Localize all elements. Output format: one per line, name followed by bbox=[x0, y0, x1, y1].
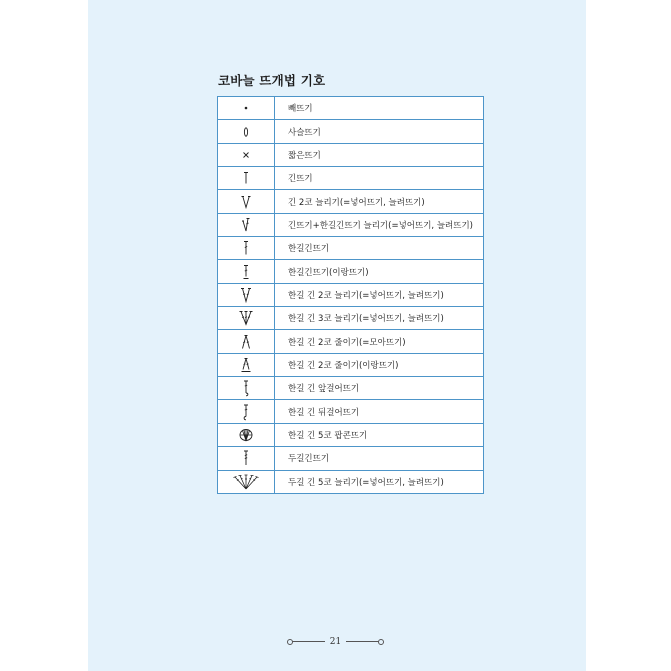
stitch-name: 한길 긴 뒤걸어뜨기 bbox=[275, 400, 484, 423]
double-2-increase-icon bbox=[218, 283, 275, 306]
stitch-name: 한길 긴 2코 늘리기(=넣어뜨기, 늘려뜨기) bbox=[275, 283, 484, 306]
double-crochet-icon bbox=[218, 237, 275, 260]
symbol-table bbox=[217, 96, 484, 494]
stitch-name: 긴뜨기 bbox=[275, 167, 484, 190]
treble-5-increase-fan-icon bbox=[218, 470, 275, 493]
stitch-name: 한길긴뜨기 bbox=[275, 237, 484, 260]
double-crochet-back-loop-icon bbox=[218, 260, 275, 283]
stitch-name: 한길 긴 5코 팝콘뜨기 bbox=[275, 423, 484, 446]
double-2-decrease-back-loop-icon bbox=[218, 353, 275, 376]
table-row bbox=[218, 237, 484, 260]
footer-ornament-right bbox=[346, 641, 380, 642]
back-post-double-icon bbox=[218, 400, 275, 423]
treble-crochet-icon bbox=[218, 447, 275, 470]
popcorn-5-icon bbox=[218, 423, 275, 446]
table-row bbox=[218, 213, 484, 236]
stitch-name: 빼뜨기 bbox=[275, 97, 484, 120]
stitch-name: 긴 2코 늘리기(=넣어뜨기, 늘려뜨기) bbox=[275, 190, 484, 213]
stitch-name: 한길 긴 2코 줄이기(=모아뜨기) bbox=[275, 330, 484, 353]
table-row bbox=[218, 167, 484, 190]
table-row bbox=[218, 143, 484, 166]
chain-stitch-oval-icon bbox=[218, 120, 275, 143]
table-row bbox=[218, 447, 484, 470]
double-2-decrease-icon bbox=[218, 330, 275, 353]
page-footer bbox=[0, 637, 671, 647]
table-row bbox=[218, 190, 484, 213]
table-row bbox=[218, 377, 484, 400]
table-row bbox=[218, 423, 484, 446]
stitch-name: 사슬뜨기 bbox=[275, 120, 484, 143]
long-2-increase-icon bbox=[218, 190, 275, 213]
single-crochet-x-icon bbox=[218, 143, 275, 166]
stitch-name: 긴뜨기+한길긴뜨기 늘리기(=넣어뜨기, 늘려뜨기) bbox=[275, 213, 484, 236]
page-title: 코바늘 뜨개법 기호 bbox=[218, 73, 326, 88]
stitch-name: 한길긴뜨기(이랑뜨기) bbox=[275, 260, 484, 283]
stitch-name: 한길 긴 3코 늘리기(=넣어뜨기, 늘려뜨기) bbox=[275, 307, 484, 330]
table-row bbox=[218, 120, 484, 143]
table-row bbox=[218, 330, 484, 353]
stitch-name: 한길 긴 2코 줄이기(이랑뜨기) bbox=[275, 353, 484, 376]
table-row bbox=[218, 260, 484, 283]
stitch-name: 두길긴뜨기 bbox=[275, 447, 484, 470]
table-row bbox=[218, 283, 484, 306]
footer-ornament-left bbox=[291, 641, 325, 642]
table-row bbox=[218, 353, 484, 376]
double-3-increase-icon bbox=[218, 307, 275, 330]
table-row bbox=[218, 307, 484, 330]
table-row bbox=[218, 470, 484, 493]
long-stitch-t-icon bbox=[218, 167, 275, 190]
table-row bbox=[218, 97, 484, 120]
page-number: 21 bbox=[329, 637, 342, 647]
stitch-name: 짧은뜨기 bbox=[275, 143, 484, 166]
stitch-name: 두길 긴 5코 늘리기(=넣어뜨기, 늘려뜨기) bbox=[275, 470, 484, 493]
long-plus-half-double-increase-icon bbox=[218, 213, 275, 236]
table-row bbox=[218, 400, 484, 423]
front-post-double-icon bbox=[218, 377, 275, 400]
stitch-name: 한길 긴 앞걸어뜨기 bbox=[275, 377, 484, 400]
slip-stitch-dot-icon bbox=[218, 97, 275, 120]
